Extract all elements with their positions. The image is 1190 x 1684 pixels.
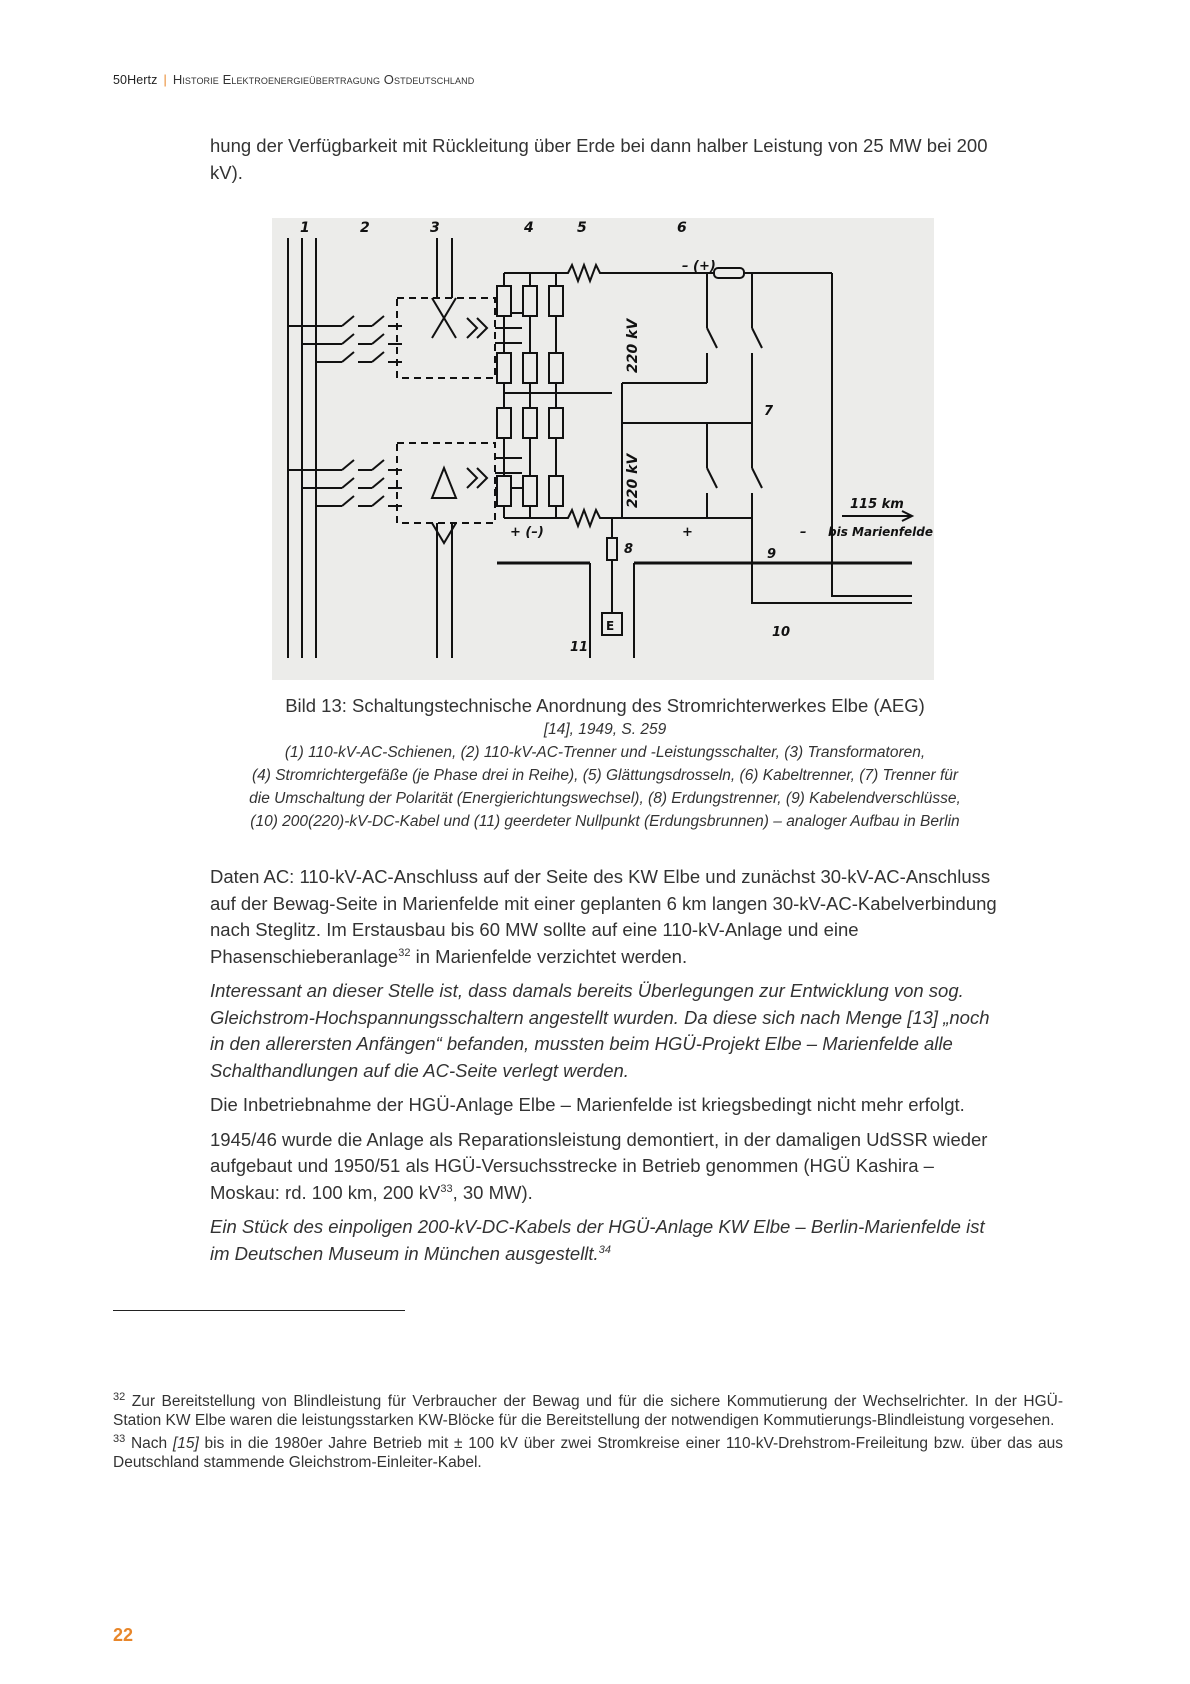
footnote-number: 32 [113, 1391, 126, 1403]
paragraph-commissioning: Die Inbetriebnahme der HGÜ-Anlage Elbe – Marienfelde ist kriegsbedingt nicht mehr erfolgt. [210, 1094, 965, 1115]
figure-distance: 115 km [850, 497, 904, 512]
circuit-diagram [272, 218, 934, 680]
figure-col-6: 6 [677, 220, 687, 236]
paragraph-text: , 30 MW). [452, 1181, 533, 1203]
paragraph-text: Daten AC: 110-kV-AC-Anschluss auf der Seite des KW Elbe und zunächst 30-kV-AC-Anschluss auf der Bewag-Seite in Marienfelde mit einer geplanten 6 km langen 30-kV-AC-Kabelverbindung nach Steglitz. Im Erstausbau bis 60 MW sollte auf eine 110-kV-Anlage und eine Phasenschieberanlage [210, 866, 997, 967]
figure-col-3: 3 [430, 220, 440, 236]
caption-source: [14], 1949, S. 259 [543, 721, 667, 738]
figure-label-11: 11 [570, 640, 589, 655]
figure-label-8: 8 [624, 542, 634, 557]
intro-paragraph-block [210, 133, 1000, 194]
footnote-33 [113, 1430, 1063, 1472]
figure-voltage-lower: 220 kV [625, 453, 641, 508]
footnote-divider [113, 1310, 405, 1311]
circuit-diagram-figure [272, 218, 934, 680]
figure-col-1: 1 [300, 220, 310, 236]
figure-label-9: 9 [767, 547, 777, 562]
paragraph-reparations [210, 1127, 1000, 1207]
footnote-32 [113, 1388, 1063, 1430]
caption-line: (1) 110-kV-AC-Schienen, (2) 110-kV-AC-Trenner und -Leistungsschalter, (3) Transformatoren, [284, 744, 926, 761]
footnote-reference: [15] [172, 1435, 199, 1453]
footnote-text: Zur Bereitstellung von Blindleistung für Verbraucher der Bewag und für die sichere Kommutierung der Wechselrichter. In der HGÜ-Station KW Elbe waren die leistungsstarken KW-Blöcke für die Bereitstellung der notwendigen Kommutierungs-Blindleistung vorgesehen. [113, 1393, 1063, 1430]
figure-polarity-bottom: + (–) [510, 525, 544, 540]
paragraph-text: in Marienfelde verzichtet werden. [410, 945, 688, 967]
header-separator: | [163, 73, 167, 87]
figure-label-10: 10 [772, 625, 791, 640]
intro-paragraph: hung der Verfügbarkeit mit Rückleitung über Erde bei dann halber Leistung von 25 MW bei 200 kV). [210, 135, 988, 183]
figure-plus: + [682, 525, 693, 540]
figure-minus: – [800, 525, 807, 540]
page-header [113, 72, 474, 87]
paragraph-text: Ein Stück des einpoligen 200-kV-DC-Kabels der HGÜ-Anlage KW Elbe – Berlin-Marienfelde ist im Deutschen Museum in München ausgestellt. [210, 1216, 985, 1264]
figure-col-4: 4 [524, 220, 534, 236]
figure-destination: bis Marienfelde [828, 525, 933, 539]
figure-label-7: 7 [764, 404, 774, 419]
figure-col-2: 2 [360, 220, 370, 236]
figure-caption [200, 693, 1010, 833]
figure-col-5: 5 [577, 220, 587, 236]
footnote-text: Nach [125, 1435, 173, 1453]
caption-line: (10) 200(220)-kV-DC-Kabel und (11) geerdeter Nullpunkt (Erdungsbrunnen) – analoger Aufbau in Berlin [250, 813, 960, 830]
footnotes [113, 1388, 1063, 1472]
paragraph-text: 1945/46 wurde die Anlage als Reparationsleistung demontiert, in der damaligen UdSSR wieder aufgebaut und 1950/51 als HGÜ-Versuchsstrecke in Betrieb genommen (HGÜ Kashira – Moskau: rd. 100 km, 200 kV [210, 1128, 988, 1203]
caption-line: die Umschaltung der Polarität (Energierichtungswechsel), (8) Erdungstrenner, (9) Kabelendverschlüsse, [249, 790, 961, 807]
footnote-ref-32[interactable]: 32 [398, 946, 411, 959]
header-brand: 50Hertz [113, 73, 158, 87]
page-number: 22 [113, 1625, 134, 1645]
caption-line: (4) Stromrichtergefäße (je Phase drei in Reihe), (5) Glättungsdrosseln, (6) Kabeltrenner, (7) Trenner für [251, 767, 959, 784]
paragraph-ac-data [210, 864, 1000, 970]
main-text [210, 864, 1000, 1275]
paragraph-dc-breakers: Interessant an dieser Stelle ist, dass damals bereits Überlegungen zur Entwicklung von sog. Gleichstrom-Hochspannungsschaltern angestellt wurden. Da diese sich nach Menge [13] „noch in den allerersten Anfängen“ befanden, mussten beim HGÜ-Projekt Elbe – Marienfelde alle Schalthandlungen auf die AC-Seite verlegt werden. [210, 980, 990, 1081]
figure-earth-symbol: E [606, 619, 615, 633]
paragraph-museum [210, 1214, 1000, 1267]
figure-voltage-upper: 220 kV [625, 318, 641, 373]
footnote-ref-33[interactable]: 33 [440, 1182, 453, 1195]
caption-title: Bild 13: Schaltungstechnische Anordnung des Stromrichterwerkes Elbe (AEG) [285, 695, 925, 716]
footnote-text: bis in die 1980er Jahre Betrieb mit ± 100 kV über zwei Stromkreise einer 110-kV-Drehstrom-Freileitung bzw. über das aus Deutschland stammende Gleichstrom-Einleiter-Kabel. [113, 1435, 1063, 1472]
header-title: Historie Elektroenergieübertragung Ostdeutschland [172, 72, 475, 87]
footnote-ref-34[interactable]: 34 [598, 1243, 611, 1256]
footnote-number: 33 [113, 1433, 126, 1446]
figure-polarity-top: – (+) [682, 259, 716, 274]
